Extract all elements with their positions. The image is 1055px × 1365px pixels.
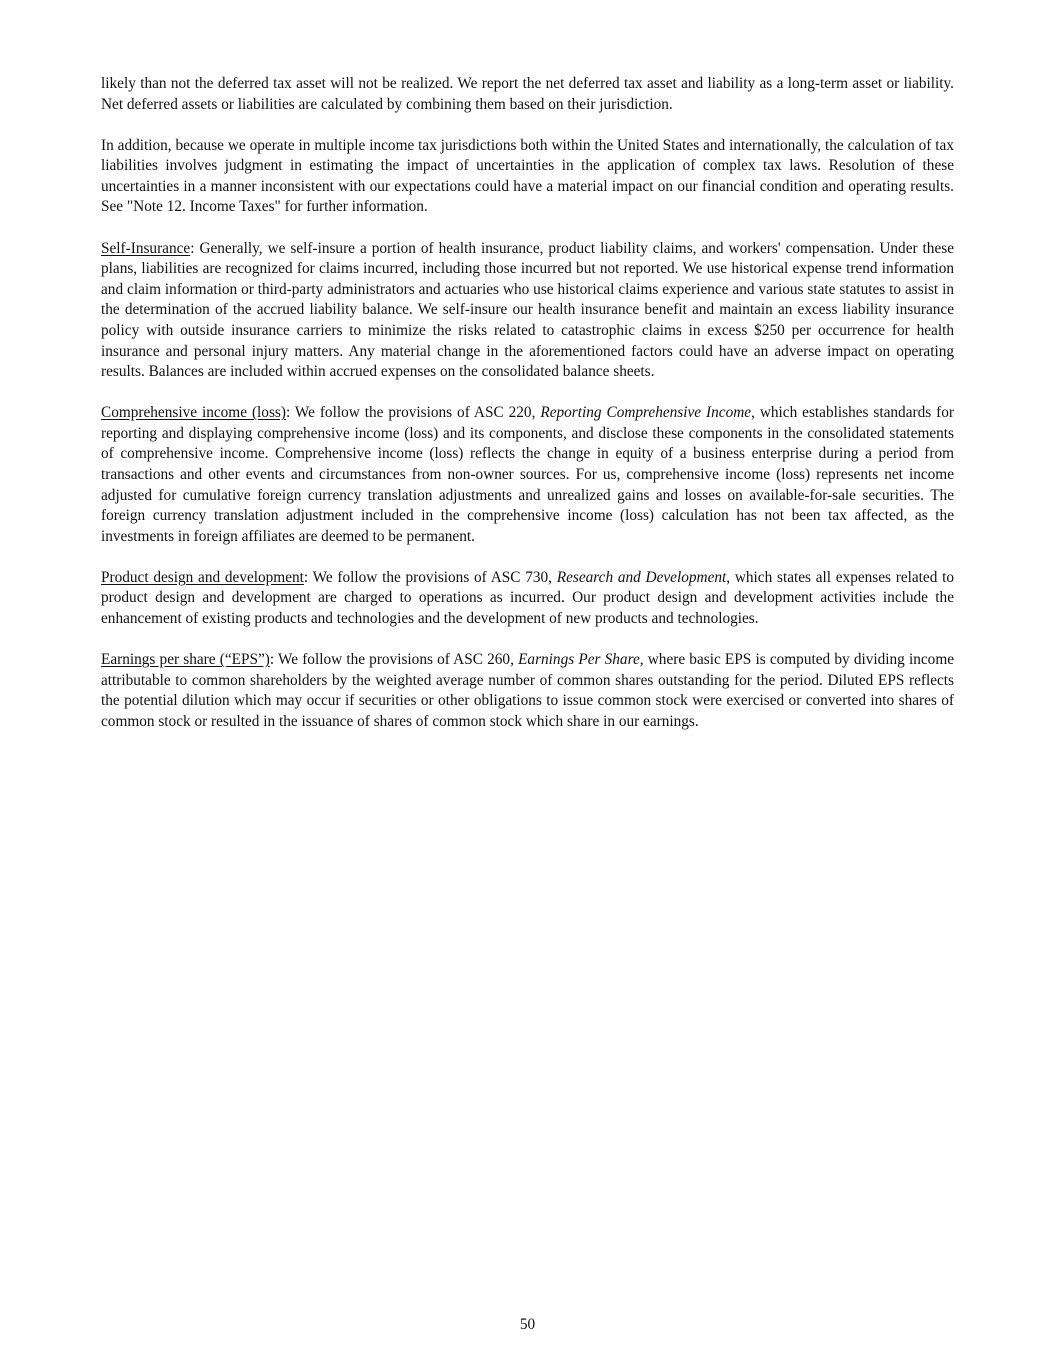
page-number: 50 — [519, 1316, 536, 1333]
paragraph-tax-jurisdictions — [101, 136, 954, 218]
paragraph-eps — [101, 650, 954, 732]
paragraph-text: likely than not the deferred tax asset will not be realized. We report the net deferred tax asset and liability as a long-term asset or liability. Net deferred assets or liabilities are calculated by combining them based on their jurisdiction. — [101, 75, 954, 113]
paragraph-self-insurance — [101, 239, 954, 383]
paragraph-text: where basic EPS is computed by dividing income attributable to common shareholders by the weighted average number of common shares outstanding for the period. Diluted EPS reflects the potential dilution which may occur if securities or other obligations to issue common stock were exercised or converted into shares of common stock or resulted in the issuance of shares of common stock which share in our earnings. — [101, 651, 955, 730]
paragraph-text: : We follow the provisions of ASC 220 — [285, 404, 532, 422]
standard-title: , Reporting Comprehensive Income — [531, 404, 752, 422]
paragraph-text: , which states all expenses related to product design and development are charged to operations as incurred. Our product design and development activities include the enhancement of existing products and technologies and the development of new products and technologies. — [101, 568, 955, 628]
paragraph-text: : Generally, we self-insure a portion of health insurance, product liability claims, and workers' compensation. Under these plans, liabilities are recognized for claims incurred, including those incurred but not reported. We use historical expense trend information and claim information or third-party administrators and actuaries who use historical claims experience and various state statutes to assist in the determination of the accrued liability balance. We self-insure our health insurance benefit and maintain an excess liability insurance policy with outside insurance carriers to minimize the risks related to catastrophic claims in excess $250 per occurrence for health insurance and personal injury matters. Any material change in the aforementioned factors could have an adverse impact on operating results. Balances are included within accrued expenses on the consolidated balance sheets. — [101, 239, 954, 381]
document-page — [101, 74, 954, 753]
section-heading-comprehensive-income: Comprehensive income (loss) — [101, 404, 286, 422]
paragraph-text: In addition, because we operate in multiple income tax jurisdictions both within the United States and internationally, the calculation of tax liabilities involves judgment in estimating the impact of uncertainties in the application of complex tax laws. Resolution of these uncertainties in a manner inconsistent with our expectations could have a material impact on our financial condition and operating results. See "Note 12. Income Taxes" for further information. — [101, 136, 954, 216]
paragraph-deferred-tax — [101, 74, 954, 115]
paragraph-comprehensive-income — [101, 403, 954, 547]
standard-title: Research and Development — [556, 568, 727, 586]
section-heading-eps: Earnings per share (“EPS”) — [101, 651, 270, 669]
section-heading-product-design: Product design and development — [101, 568, 304, 586]
paragraph-text: : We follow the provisions of ASC 730, — [303, 568, 557, 586]
paragraph-text: : We follow the provisions of ASC 260 — [269, 651, 511, 669]
paragraph-text: , which establishes standards for reporting and displaying comprehensive income (loss) and its components, and disclose these components in the consolidated statements of comprehensive income. Comprehensive income (loss) reflects the change in equity of a business enterprise during a period from transactions and other events and circumstances from non-owner sources. For us, comprehensive income (loss) represents net income adjusted for cumulative foreign currency translation adjustments and unrealized gains and losses on available-for-sale securities. The foreign currency translation adjustment included in the comprehensive income (loss) calculation has not been tax affected, as the investments in foreign affiliates are deemed to be permanent. — [101, 404, 954, 545]
standard-title: , Earnings Per Share, — [510, 651, 644, 669]
section-heading-self-insurance: Self-Insurance — [101, 239, 191, 257]
paragraph-product-design — [101, 568, 954, 630]
